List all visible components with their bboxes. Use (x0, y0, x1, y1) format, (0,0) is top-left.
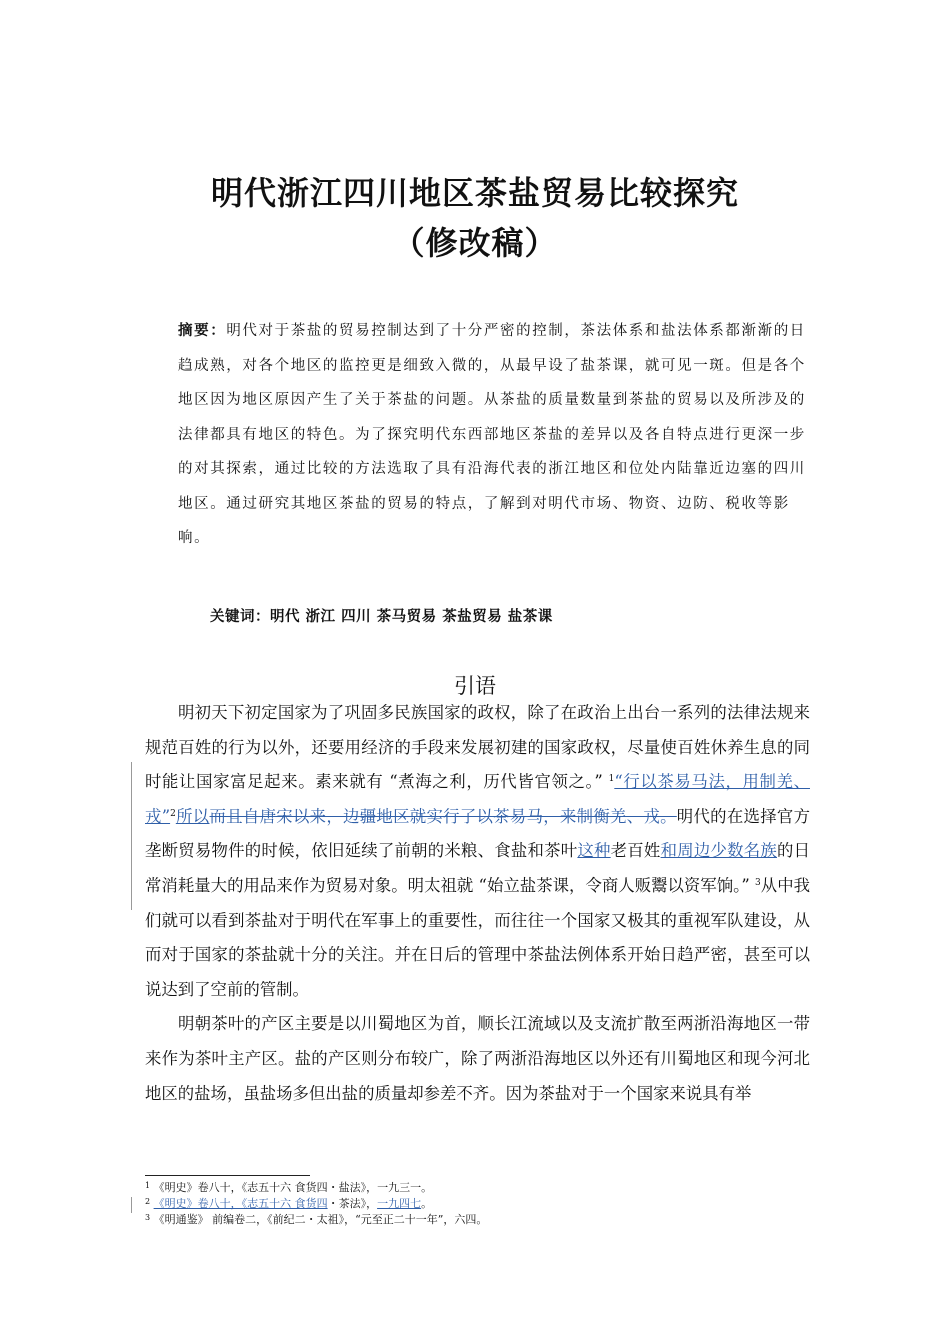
keywords (210, 605, 553, 626)
keywords-label: 关键词： (210, 609, 270, 625)
document-title: 明代浙江四川地区茶盐贸易比较探究 (210, 174, 739, 212)
section-heading: 引语 (454, 674, 496, 698)
paragraph: 明朝茶叶的产区主要是以川蜀地区为首，顺长江流域以及支流扩散至两浙沿海地区一带来作为茶叶主产区。盐的产区则分布较广，除了两浙沿海地区以外还有川蜀地区和现今河北地区的盐场，虽盐场多但出盐的质量却参差不齐。因为茶盐对于一个国家来说具有举 (145, 1014, 810, 1103)
footnote-ref[interactable]: 1 (608, 774, 615, 785)
inserted-text: “行以茶易马法，用制羌、戎” (145, 772, 810, 826)
inserted-text: 这种 (577, 841, 611, 861)
text-run: 从中我们就可以看到茶盐对于明代在军事上的重要性，而往往一个国家又极其的重视军队建设，从而对于国家的茶盐就十分的关注。并在日后的管理中茶盐法例体系开始日趋严密，甚至可以说达到了空前的管制。 (145, 875, 810, 999)
abstract-text: 明代对于茶盐的贸易控制达到了十分严密的控制，茶法体系和盐法体系都渐渐的日趋成熟，对各个地区的监控更是细致入微的，从最早设了盐茶课，就可见一斑。但是各个地区因为地区原因产生了关于茶盐的问题。从茶盐的质量数量到茶盐的贸易以及所涉及的法律都具有地区的特色。为了探究明代东西部地区茶盐的差异以及各自特点进行更深一步的对其探索，通过比较的方法选取了具有沿海代表的浙江地区和位处内陆靠近边塞的四川地区。通过研究其地区茶盐的贸易的特点，了解到对明代市场、物资、边防、税收等影响。 (178, 323, 806, 546)
text-run: 明初天下初定国家为了巩固多民族国家的政权，除了在政治上出台一系列的法律法规来规范百姓的行为以外，还要用经济的手段来发展初建的国家政权，尽量使百姓休养生息的同时能让国家富足起来。素来就有 “煮海之利，历代皆官领之。” (145, 703, 810, 792)
footnote-number: 1 (145, 1181, 151, 1190)
footnote (145, 1212, 810, 1228)
footnote-text: ・茶法》， (327, 1197, 378, 1210)
revision-change-bar (131, 1197, 132, 1213)
inserted-text: 所以 (175, 806, 210, 826)
inserted-text: 一九四七 (377, 1197, 422, 1210)
footnote (145, 1196, 810, 1212)
inserted-text: 《明史》卷八十，《志五十六 食货四 (153, 1197, 328, 1210)
abstract (178, 314, 818, 556)
footnote-text: 。 (421, 1197, 433, 1210)
text-run: 的日常消耗量大的用品来作为贸易对象。明太祖就 “始立盐茶课，令商人贩鬻以资军饷。” (145, 841, 811, 895)
text-run: 老百姓 (610, 841, 661, 861)
inserted-text: 和周边少数名族 (660, 841, 777, 861)
footnote-number: 3 (145, 1213, 151, 1222)
footnote-ref[interactable]: 3 (755, 877, 761, 888)
text-run: 明代的在选择官方垄断贸易物件的时候，依旧延续了前朝的米粮、食盐和茶叶 (145, 806, 811, 861)
paragraph (145, 696, 810, 1007)
footnote-separator (145, 1175, 310, 1176)
body-text (145, 696, 810, 1111)
footnote-text: 《明史》卷八十，《志五十六 食货四・盐法》，一九三一。 (153, 1181, 433, 1194)
footnote-ref[interactable]: 2 (170, 808, 176, 819)
footnote-number: 2 (145, 1197, 151, 1206)
footnote-text: 《明通鉴》 前编卷二，《前纪二・太祖》，“元至正二十一年”，六四。 (153, 1213, 488, 1226)
revision-change-bar (131, 762, 132, 910)
abstract-label: 摘要： (178, 323, 227, 339)
keywords-text: 明代 浙江 四川 茶马贸易 茶盐贸易 盐茶课 (270, 609, 553, 625)
document-subtitle: （修改稿） (392, 224, 558, 262)
deleted-text: 而且自唐宋以来，边疆地区就实行了以茶易马，来制衡羌、戎。 (209, 806, 677, 826)
footnote (145, 1180, 810, 1196)
footnotes (145, 1180, 810, 1228)
